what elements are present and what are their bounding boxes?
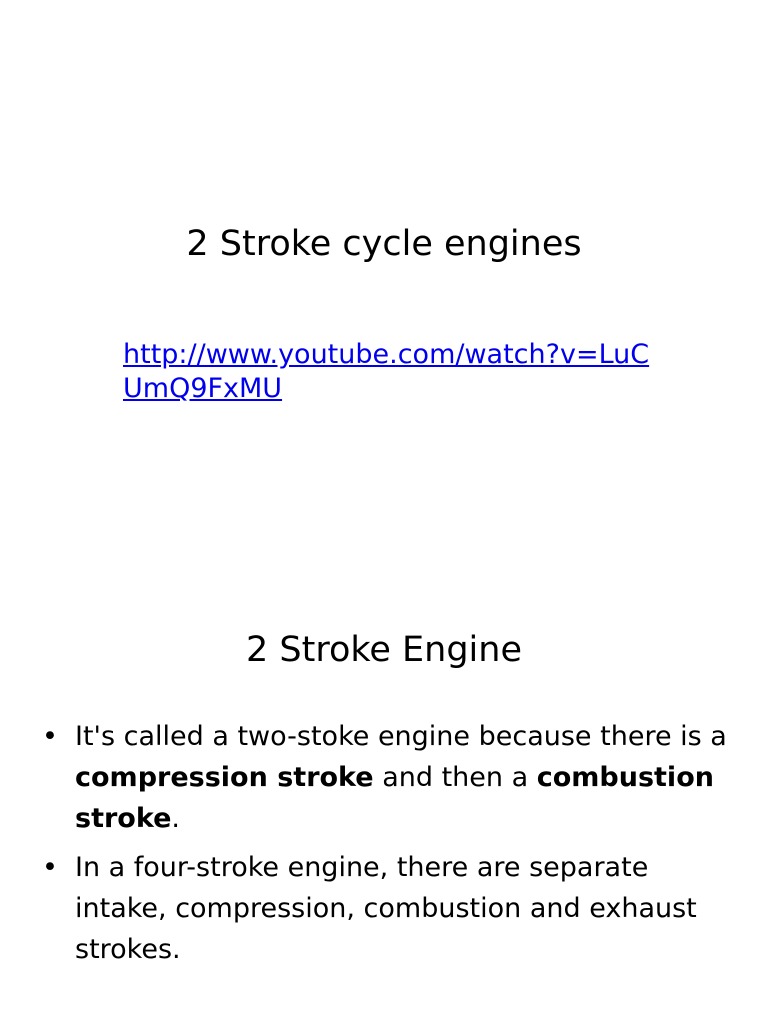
slide-2 — [0, 512, 768, 1024]
bullet-dot-icon: • — [42, 852, 58, 883]
bullet-bold-combustion: combustion stroke — [75, 762, 714, 834]
bullet-bold-compression: compression stroke — [75, 762, 374, 793]
youtube-video-link[interactable]: http://www.youtube.com/watch?v=LuCUmQ9FxMU — [123, 339, 650, 404]
bullet-dot-icon: • — [42, 721, 58, 752]
bullet-item-two-stroke — [40, 716, 730, 839]
bullet-item-four-stroke — [40, 847, 730, 970]
bullet-text: In a four-stroke engine, there are separate intake, compression, combustion and exhaust strokes. — [75, 852, 697, 965]
slide-2-title: 2 Stroke Engine — [245, 630, 522, 670]
bullet-text-part: . — [171, 803, 180, 834]
slide-1-title: 2 Stroke cycle engines — [186, 224, 582, 264]
bullet-text-part: and then a — [373, 762, 537, 793]
bullet-text-part: It's called a two-stoke engine because there is a — [75, 721, 727, 752]
bullet-list — [40, 716, 730, 978]
